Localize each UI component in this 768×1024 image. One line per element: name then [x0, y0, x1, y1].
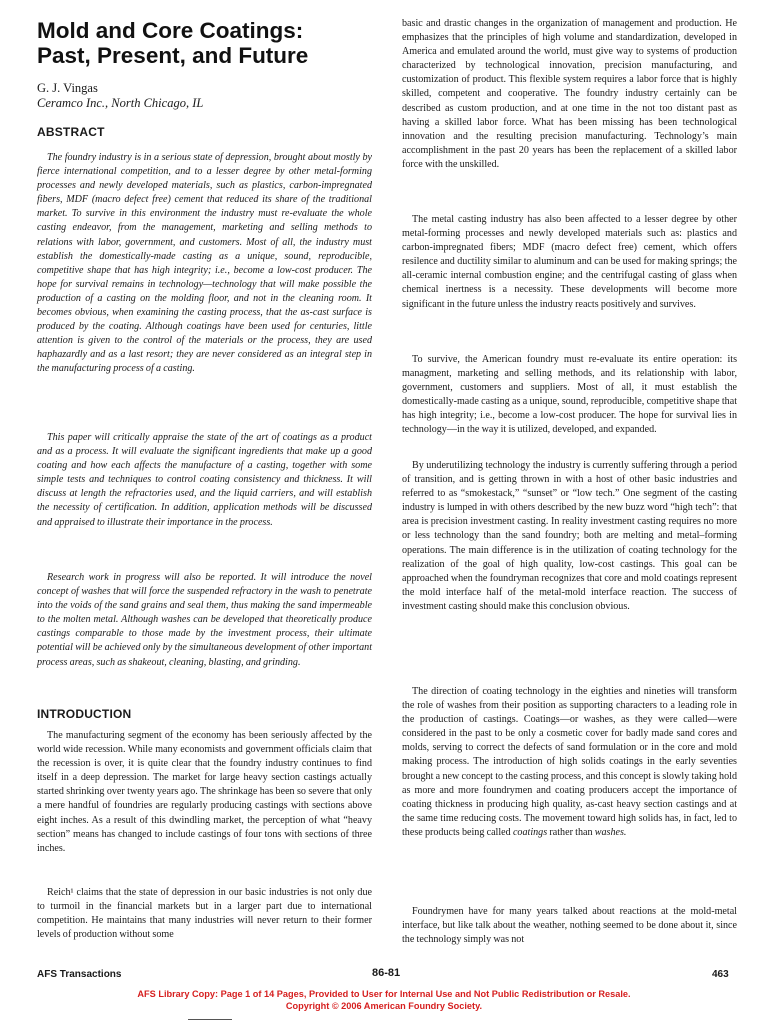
introduction-paragraph-2: Reich¹ claims that the state of depression in our basic industries is not only due to turmoil in the financial markets but in a larger part due to international competition. He maintains that many industries will never return to their former levels of production without some	[37, 887, 372, 941]
author-name: G. J. Vingas	[37, 81, 98, 95]
copyright-notice-line-1: AFS Library Copy: Page 1 of 14 Pages, Provided to User for Internal Use and Not Public Redistribution or Resale.	[137, 989, 631, 999]
footer-journal-name: AFS Transactions	[37, 969, 122, 980]
author-affiliation: Ceramco Inc., North Chicago, IL	[37, 96, 204, 110]
abstract-paragraph-3: Research work in progress will also be reported. It will introduce the novel concept of washes that will force the suspended refractory in the wash to penetrate into the voids of the sand grains and seal them, thus making the sand impermeable to the molten metal. Although washes can be developed that theoretically produce castings comparable to those made by the investment process, their ultimate potential will be achieved only by the simultaneous development of other important process areas, such as shakeout, cleaning, blasting, and grinding.	[37, 572, 372, 668]
abstract-paragraph-2: This paper will critically appraise the state of the art of coatings as a product and as a process. It will evaluate the significant ingredients that make up a good coating and how each affects the manufacture of a casting, together with some simple tests and techniques to control coating consistency and thickness. It will discuss at length the refractories used, and the liquid carriers, and will establish the necessity of certification. In addition, application methods will be discussed and appraised to illustrate their importance in the process.	[37, 432, 372, 528]
body-paragraph-underutilizing: By underutilizing technology the industry is currently suffering through a period of transition, and is getting thrown in with a host of other basic industries and referred to as “smokestack,” “sunset” or “low tech.” One segment of the casting industry is lumped in with others described by the new buzz word “high tech”: that area is precision investment casting. In reality investment casting requires no more or less technology than the sand foundry; both are melting and metal–forming operations. The main difference is in the utilization of coating technology for the realization of the goal of high quality, low-cost castings. This goal can be approached when the foundryman recognizes that core and mold coatings represent the mold interface half of the metal-mold interface reaction. The success of investment casting should make this conclusion obvious.	[402, 460, 737, 612]
coating-direction-emphasis-coatings: coatings	[512, 826, 548, 838]
body-paragraph-coating-direction	[402, 685, 737, 840]
footer-dash-mark	[188, 1019, 232, 1020]
introduction-paragraph-1: The manufacturing segment of the economy has been seriously affected by the world wide recession. While many economists and government officials claim that the recession is over, it is quite clear that the foundry industry continues to find itself in a deep depression. The market for large heavy section castings actually started shrinking over twenty years ago. The shrinkage has been so severe that only a mere handful of foundries are regularly producing castings with sections above eight inches. As a result of this dwindling market, the perception of what “heavy section” means has changed to include castings of four tons with sections of three inches.	[37, 730, 372, 854]
body-paragraph-survive: To survive, the American foundry must re-evaluate its entire operation: its managment, marketing and selling methods, and its relationship with labor, government, customers and suppliers. Most of all, it must establish the domestically-made casting as a unique, sound, reproducible, competitive shape that has high integrity; i.e., become a low-cost producer. The hope for survival lies in technology—in the way it is utilized, developed, and expanded.	[402, 354, 737, 436]
introduction-heading: INTRODUCTION	[37, 707, 132, 721]
abstract-paragraph-1: The foundry industry is in a serious state of depression, brought about mostly by fierce international competition, and to a lesser degree by other metal-forming processes and newly developed materials, such as plastics, carbon-impregnated fibers, MDF (macro defect free) cement that reduced its share of the traditional market. To survive in this environment the industry must re-evaluate the whole casting endeavor, from the management, marketing and selling methods to relations with labor, government, and customers. Most of all, the industry must establish the domestically-made casting as a unique, sound, reproducible, competitive shape that has high integrity; i.e., become a low-cost producer. The hope for survival remains in technology—technology that will make possible the production of a casting on the molding floor, and not in the cleaning room. It becomes obvious, when examining the casting process, that the as-cast surface is produced by the coating. Although coatings have been used for centuries, little attention is given to the control of the materials or the process, they are used haphazardly and as a last resort; they are never considered as an integral step in the manufacturing process of a casting.	[37, 152, 372, 375]
body-paragraph-foundrymen: Foundrymen have for many years talked about reactions at the mold-metal interface, but like talk about the weather, nothing seemed to be done about it, since the technology simply was not	[402, 906, 737, 946]
paper-title-line-1: Mold and Core Coatings:	[37, 18, 304, 43]
coating-direction-emphasis-washes: washes.	[594, 826, 627, 838]
coating-direction-text-mid: rather than	[549, 826, 593, 838]
copyright-notice-line-2: Copyright © 2006 American Foundry Society.	[285, 1001, 483, 1011]
paper-title-line-2: Past, Present, and Future	[37, 43, 309, 68]
coating-direction-text: The direction of coating technology in the eighties and nineties will transform the role of washes from their position as supporting characters to a leading role in the production of castings. Coatings—or washes, as they were called—were considered in the past to be only a cosmetic cover for badly made sand cores and molds, serving to correct the defects of sand formulation or in the core and mold making process. The introduction of high solids coatings in the early seventies brought a new concept to the casting process, and this concept is slowly taking hold as more and more foundrymen and coating producers accept the importance of coating thickness in producing high quality, as-cast heavy section castings and at the same time reducing costs. The movement toward high solids has, in fact, led to these products being called	[402, 686, 737, 838]
footer-page-number: 463	[712, 969, 729, 980]
body-paragraph-continued: basic and drastic changes in the organization of management and production. He emphasizes that the principles of high volume and standardization, developed in America and emulated around the world, must give way to systems of production characterized by technological innovation, precision manufacturing, and customization of product. This flexible system requires a labor force that is highly skilled, competent and cooperative. The foundry industry certainly can be described as custom production, and at one time in the not too distant past as having a skilled labor force. What has been missing has been technological innovation and the resulting precision manufacturing. Technology’s main accomplishment in the past 20 years has been the replacement of a skilled labor force with the unskilled.	[402, 18, 737, 170]
body-paragraph-metal-casting: The metal casting industry has also been affected to a lesser degree by other metal-forming processes and newly developed materials such as: plastics and carbon-impregnated fibers; MDF (macro defect free) cement, which offers resilence and ductility similar to aluminum and can be used for making springs; the all-ceramic internal combustion engine; and the centrifugal casting of glass when chemical inertness is a necessity. These developments will become more significant in the future unless the industry reacts positively and survives.	[402, 214, 737, 310]
paper-title	[37, 18, 372, 68]
footer-paper-number: 86-81	[372, 967, 401, 979]
abstract-heading: ABSTRACT	[37, 125, 105, 139]
